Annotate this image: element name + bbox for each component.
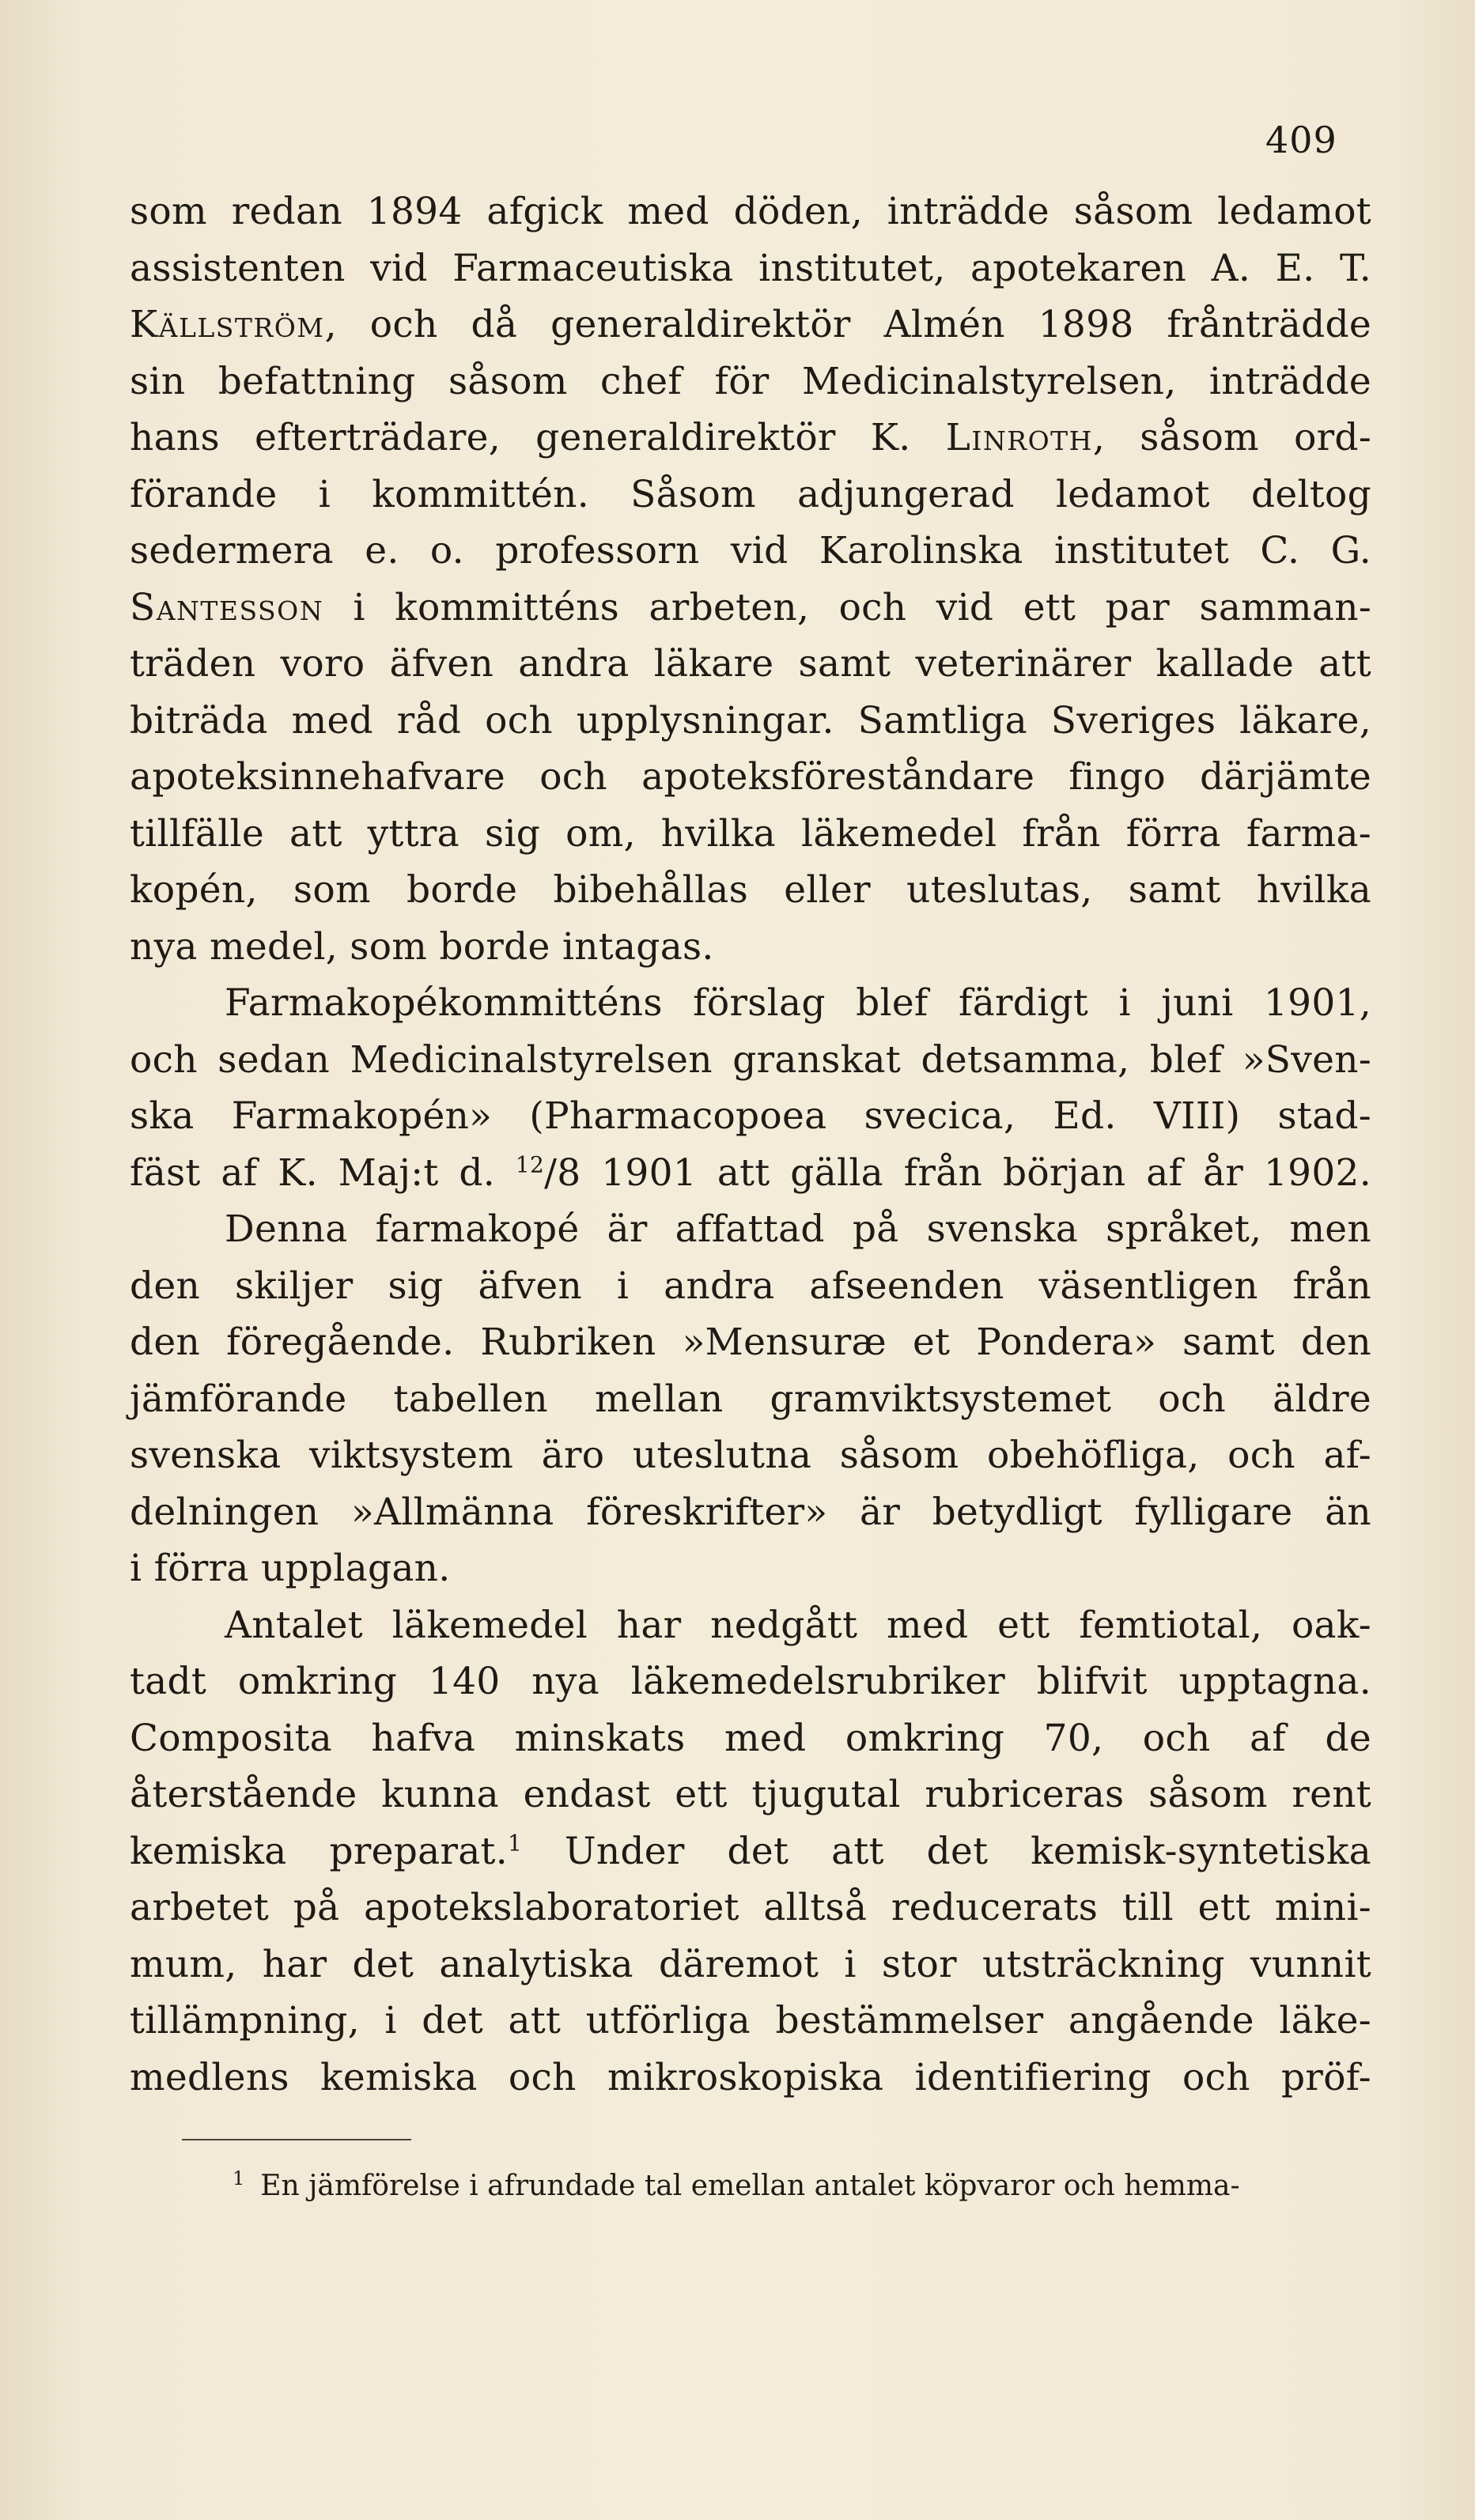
person-name: Linroth xyxy=(945,416,1093,459)
text-line: Santesson i kommitténs arbeten, och vid ett par samman- xyxy=(130,585,1371,629)
text-line: Farmakopékommitténs förslag blef färdigt i juni 1901, xyxy=(225,981,1371,1025)
text-line: sedermera e. o. professorn vid Karolinska institutet C. G. xyxy=(130,529,1371,572)
person-name: Källström xyxy=(130,303,325,346)
text-line: svenska viktsystem äro uteslutna såsom obehöfliga, och af- xyxy=(130,1434,1371,1477)
person-name: Santesson xyxy=(130,585,324,629)
text-line: sin befattning såsom chef för Medicinalstyrelsen, inträdde xyxy=(130,359,1371,403)
text-line: Composita hafva minskats med omkring 70, och af de xyxy=(130,1716,1371,1760)
text-line: som redan 1894 afgick med döden, inträdde såsom ledamot xyxy=(130,190,1371,233)
text-line: ska Farmakopén» (Pharmacopoea svecica, Ed. VIII) stad- xyxy=(130,1094,1371,1138)
text-line: den föregående. Rubriken »Mensuræ et Pondera» samt den xyxy=(130,1320,1371,1364)
text-line: assistenten vid Farmaceutiska institutet, apotekaren A. E. T. xyxy=(130,246,1371,290)
footnote-mark: 1 xyxy=(233,2167,245,2189)
text-line: delningen »Allmänna föreskrifter» är betydligt fylligare än xyxy=(130,1490,1371,1534)
text-line: fäst af K. Maj:t d. $^{12}$/8 1901 att gälla från början af år 1902. xyxy=(130,1150,1371,1195)
body-text xyxy=(130,183,1371,2106)
date-superscript: 12 xyxy=(515,1150,545,1177)
text-line: biträda med råd och upplysningar. Samtliga Sveriges läkare, xyxy=(130,698,1371,742)
text-line: hans efterträdare, generaldirektör K. Linroth, såsom ord- xyxy=(130,416,1371,459)
text-line: tillämpning, i det att utförliga bestämmelser angående läke- xyxy=(130,1999,1371,2042)
text-line: tillfälle att yttra sig om, hvilka läkemedel från förra farma- xyxy=(130,811,1371,856)
footnote-text: En jämförelse i afrundade tal emellan antalet köpvaror och hemma- xyxy=(260,2170,1240,2202)
text-line: nya medel, som borde intagas. xyxy=(130,924,714,969)
footnote-reference[interactable]: 1 xyxy=(507,1829,523,1856)
text-line: medlens kemiska och mikroskopiska identifiering och pröf- xyxy=(130,2055,1371,2099)
text-line: apoteksinnehafvare och apoteksföreståndare fingo därjämte xyxy=(130,755,1371,799)
text-line: och sedan Medicinalstyrelsen granskat detsamma, blef »Sven- xyxy=(130,1037,1371,1082)
text-line: i förra upplagan. xyxy=(130,1547,451,1590)
text-line: Antalet läkemedel har nedgått med ett femtiotal, oak- xyxy=(225,1603,1371,1647)
text-line: jämförande tabellen mellan gramviktsystemet och äldre xyxy=(130,1377,1371,1421)
text-line: mum, har det analytiska däremot i stor utsträckning vunnit xyxy=(130,1942,1371,1986)
page-number: 409 xyxy=(1265,119,1337,161)
footnote xyxy=(130,2167,1371,2206)
text-line: Denna farmakopé är affattad på svenska språket, men xyxy=(225,1207,1371,1251)
text-line: kopén, som borde bibehållas eller uteslutas, samt hvilka xyxy=(130,868,1371,912)
footnote-divider xyxy=(182,2139,411,2140)
text-line: den skiljer sig äfven i andra afseenden väsentligen från xyxy=(130,1264,1371,1308)
text-line: tadt omkring 140 nya läkemedelsrubriker blifvit upptagna. xyxy=(130,1660,1371,1703)
text-line: arbetet på apotekslaboratoriet alltså reducerats till ett mini- xyxy=(130,1886,1371,1929)
text-line: träden voro äfven andra läkare samt veterinärer kallade att xyxy=(130,642,1371,686)
text-line: Källström, och då generaldirektör Almén 1898 frånträdde xyxy=(130,303,1371,346)
text-line: kemiska preparat.$^1$ Under det att det kemisk-syntetiska xyxy=(130,1829,1371,1873)
text-line: förande i kommittén. Såsom adjungerad ledamot deltog xyxy=(130,472,1371,516)
text-line: återstående kunna endast ett tjugutal rubriceras såsom rent xyxy=(130,1773,1371,1816)
